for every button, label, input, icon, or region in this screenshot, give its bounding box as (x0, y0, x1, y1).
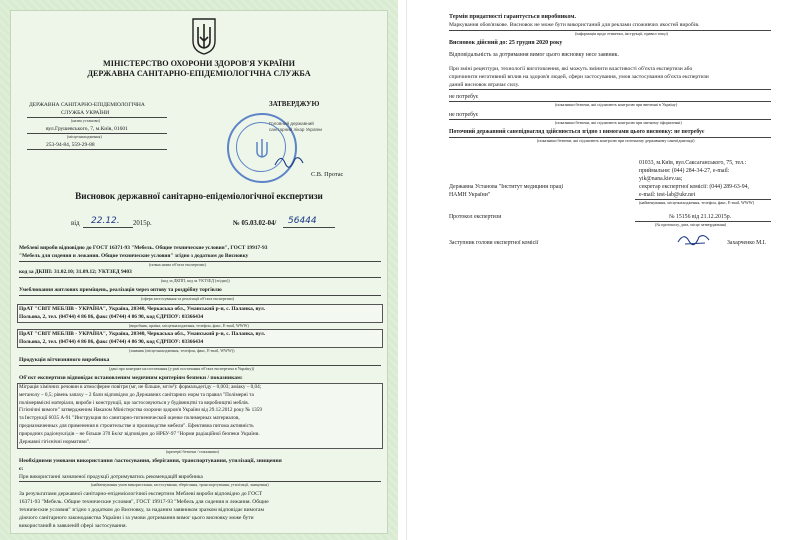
criteria-caption: (критерії безпеки / показники) (166, 449, 219, 454)
right-page (406, 0, 803, 540)
handwritten-date: 22.12. (91, 216, 120, 226)
current-supervision-caption: (показники безпеки, які підлягають контролю при поточному державному санепіднагляді) (537, 138, 695, 143)
labeling-caption: (інформація щодо етикетки, інструкції, правил тощо) (575, 31, 668, 36)
address-caption: (місцезнаходження) (67, 134, 102, 139)
responsibility-line: Відповідальність за дотримання вимог цього висновку несе заявник. (449, 52, 619, 58)
approver-role-line2: санітарний лікар України (269, 127, 322, 132)
criteria-line: полімервмісні матеріали, вироби і конструкції, що застосовуються у будівництві та виробництві меблів. (19, 399, 249, 406)
conditions-heading-line2: є: (19, 466, 24, 472)
criteria-line: предназначенных для применения в строительстве и производстве мебели". Ефективна питома активність (19, 422, 254, 429)
date-prefix: від (71, 220, 80, 227)
result-line: діючого санітарного законодавства України і за умови дотримання вимог цього висновку може бути (19, 515, 254, 521)
criteria-line: та Інструкції 6035 А-91 "Инструкция по санитарно-гигиенической оценке полимерных материалов, (19, 415, 240, 422)
customs-control-value: не потребує (449, 112, 479, 118)
conclusion-title: Висновок державної санітарно-епідеміологічної експертизи (75, 191, 323, 201)
conditions-heading-line1: Необхідними умовами використання /застосування, зберігання, транспортування, утилізації, знищення (19, 458, 282, 464)
result-line: технические условия" згідно з додатком до Висновку, за наданим заявником зразком відповідає вимогам (19, 507, 264, 513)
deputy-name: Захарченко М.І. (727, 240, 767, 246)
institute-address-line5: e-mail: test-lab@ukr.net (639, 192, 696, 198)
change-conditions-line: спричинити негативний вплив на здоров'я людей, сфери застосування, умов застосування об'єкта експертизи (449, 74, 709, 80)
institute-address-line4: секретар експертної комісії: (044) 289-63-94, (639, 184, 749, 190)
issuer-caption: (назва установи) (71, 118, 100, 123)
issuer-address: вул.Грушевського, 7, м.Київ, 01601 (46, 126, 128, 132)
institute-caption: (найменування, місцезнаходження, телефон, факс, E-mail, WWW) (639, 200, 754, 205)
number-prefix: № 05.03.02-04/ (233, 220, 277, 227)
criteria-line: Гігієнічні вимоги" затвердженим Наказом Міністерства охорони здоров'я України від 29.12.2012 року № 1359 (19, 407, 262, 414)
approver-signature (273, 151, 307, 171)
conditions-caption: (найменування умов використання, застосування, зберігання, транспортування, утилізації, знищення) (91, 482, 269, 487)
object-line2: "Мебель для сидения и лежания. Общие технические условия" згідно з додатком до Висновку (19, 253, 249, 259)
production-line: Продукція вітчизняного виробника (19, 357, 110, 363)
labeling-line: Маркування обов'язкове. Висновок не може бути використаний для реклами споживчих якостей виробів. (449, 22, 700, 28)
import-control-value: не потребує (449, 94, 479, 100)
code-line: код за ДКПП: 31.02.10; 31.09.12; УКТЗЕД 9403 (19, 269, 132, 275)
date-year: 2015р. (133, 220, 152, 227)
deputy-label: Заступник голови експертної комісії (449, 240, 539, 246)
service-heading: ДЕРЖАВНА САНІТАРНО-ЕПІДЕМІОЛОГІЧНА СЛУЖБА (87, 69, 311, 78)
issuer-phone: 253-94-84, 559-29-88 (46, 142, 95, 148)
ukraine-trident-emblem-icon (191, 17, 217, 55)
code-caption: (код за ДКПП, код за УКТЗЕД (згідно)) (161, 278, 230, 283)
certificate-frame (10, 10, 388, 534)
issuer-name-line1: ДЕРЖАВНА САНІТАРНО-ЕПІДЕМІОЛОГІЧНА (29, 102, 145, 108)
institute-name-line2: НАМН України" (449, 192, 491, 198)
institute-address-line2: приймальня: (044) 284-34-27, e-mail: (639, 168, 730, 174)
change-conditions-line: даний висновок втрачає силу. (449, 82, 520, 88)
result-line: 16371-93 "Мебель. Общие технические условия", ГОСТ 19917-93 "Мебель для сидения и лежания. Общие (19, 499, 269, 505)
result-text (19, 490, 269, 530)
shelf-life-line: Термін придатності гарантується виробником. (449, 14, 577, 20)
approve-heading: ЗАТВЕРДЖУЮ (269, 100, 320, 108)
applicant-line1: ПрАТ "СВІТ МЕБЛІВ - УКРАЇНА", Україна, 20340, Черкаська обл., Уманський р-н, с. Паланка, вул. (19, 331, 266, 337)
protocol-value: № 15156 від 21.12.2015р. (669, 214, 732, 220)
change-conditions-text (449, 65, 709, 89)
ministry-heading: МІНІСТЕРСТВО ОХОРОНИ ЗДОРОВ'Я УКРАЇНИ (103, 59, 295, 68)
institute-name-line1: Державна Установа "Інститут медицини праці (449, 184, 564, 190)
approver-name: С.В. Протас (311, 171, 344, 178)
customs-control-caption: (показники безпеки, які підлягають контролю при митному оформленні) (555, 120, 682, 125)
change-conditions-line: При зміні рецептури, технології виготовлення, які можуть змінити властивості об'єкта експертизи або (449, 66, 693, 72)
protocol-caption: (№ протоколу, дата, місце затвердження) (655, 222, 727, 227)
valid-until: Висновок дійсний до: 25 грудня 2020 року (449, 40, 563, 46)
criteria-line: Міграція хімічних речовин в атмосферне повітря (мг, не більше, мг/м³): формальдегіду – 0,003; аміаку – 0,04; (19, 384, 262, 390)
left-page (0, 0, 398, 540)
object-line1: Меблеві вироби відповідно до ГОСТ 16371-93 "Мебель. Общие технические условия", ГОСТ 19917-93 (19, 245, 268, 251)
criteria-line: Державні гігієнічні нормативи". (19, 438, 91, 445)
import-control-caption: (показники безпеки, які підлягають контролю при ввезенні в Україну) (555, 102, 678, 107)
production-caption: (дані про контракт на постачання (у разі постачання об'єкта експертизи в Україну)) (109, 366, 255, 371)
criteria-line: природних радіонуклідів – не більше 370 Бк/кг відповідно до НРБУ-97 "Норми радіаційної безпеки України. (19, 430, 260, 437)
stamp-trident-icon (253, 137, 271, 159)
protocol-label: Протокол експертизи (449, 214, 502, 220)
manufacturer-line2: Польова, 2, тел. (04744) 4 86 86, факс (04744) 4 86 90, код ЄДРПОУ: 03366434 (19, 314, 204, 320)
object-caption: (повна назва об'єкта експертизи) (149, 262, 206, 267)
usage-line: Умеблювання житлових приміщень, реалізація через оптову та роздрібну торгівлю (19, 287, 222, 293)
institute-address-line1: 01033, м.Київ, вул.Саксаганського, 75, тел.: (639, 160, 747, 166)
usage-caption: (сфера застосування та реалізації об'єкта експертизи) (141, 296, 234, 301)
criteria-text (19, 384, 262, 446)
approver-role-line1: Головний державний (269, 121, 314, 126)
applicant-line2: Польова, 2, тел. (04744) 4 86 86, факс (04744) 4 86 90, код ЄДРПОУ: 03366434 (19, 339, 204, 345)
conditions-text: При використанні зазначеної продукції дотримуватись рекомендацій виробника (19, 474, 203, 480)
deputy-signature (675, 230, 713, 248)
current-supervision-line: Поточний державний санепіднагляд здійснюється згідно з вимогами цього висновку: не потребує (449, 129, 705, 135)
criteria-heading: Об'єкт експертизи відповідає встановленим медичним критеріям безпеки / показникам: (19, 375, 243, 381)
institute-address-line3: yik@nana.kiev.ua; (639, 176, 683, 182)
result-line: використаний в заявленій сфері застосування. (19, 523, 127, 529)
manufacturer-caption: (виробник, країна, місцезнаходження, телефон, факс, E-mail, WWW) (129, 323, 249, 328)
result-line: За результатами державної санітарно-епідеміологічної експертизи Меблеві вироби відповідно до ГОСТ (19, 491, 263, 497)
applicant-caption: (заявник (місцезнаходження, телефон, факс, E-mail, WWW)) (129, 348, 235, 353)
handwritten-number: 56444 (288, 216, 317, 226)
issuer-name-line2: СЛУЖБА УКРАЇНИ (61, 110, 110, 116)
manufacturer-line1: ПрАТ "СВІТ МЕБЛІВ - УКРАЇНА", Україна, 20340, Черкаська обл., Уманський р-н, с. Паланка, вул. (19, 306, 266, 312)
criteria-line: метанолу – 0,5; рівень запаху – 2 бали відповідно до Державних санітарних норм та правил "Полімерні та (19, 391, 254, 398)
